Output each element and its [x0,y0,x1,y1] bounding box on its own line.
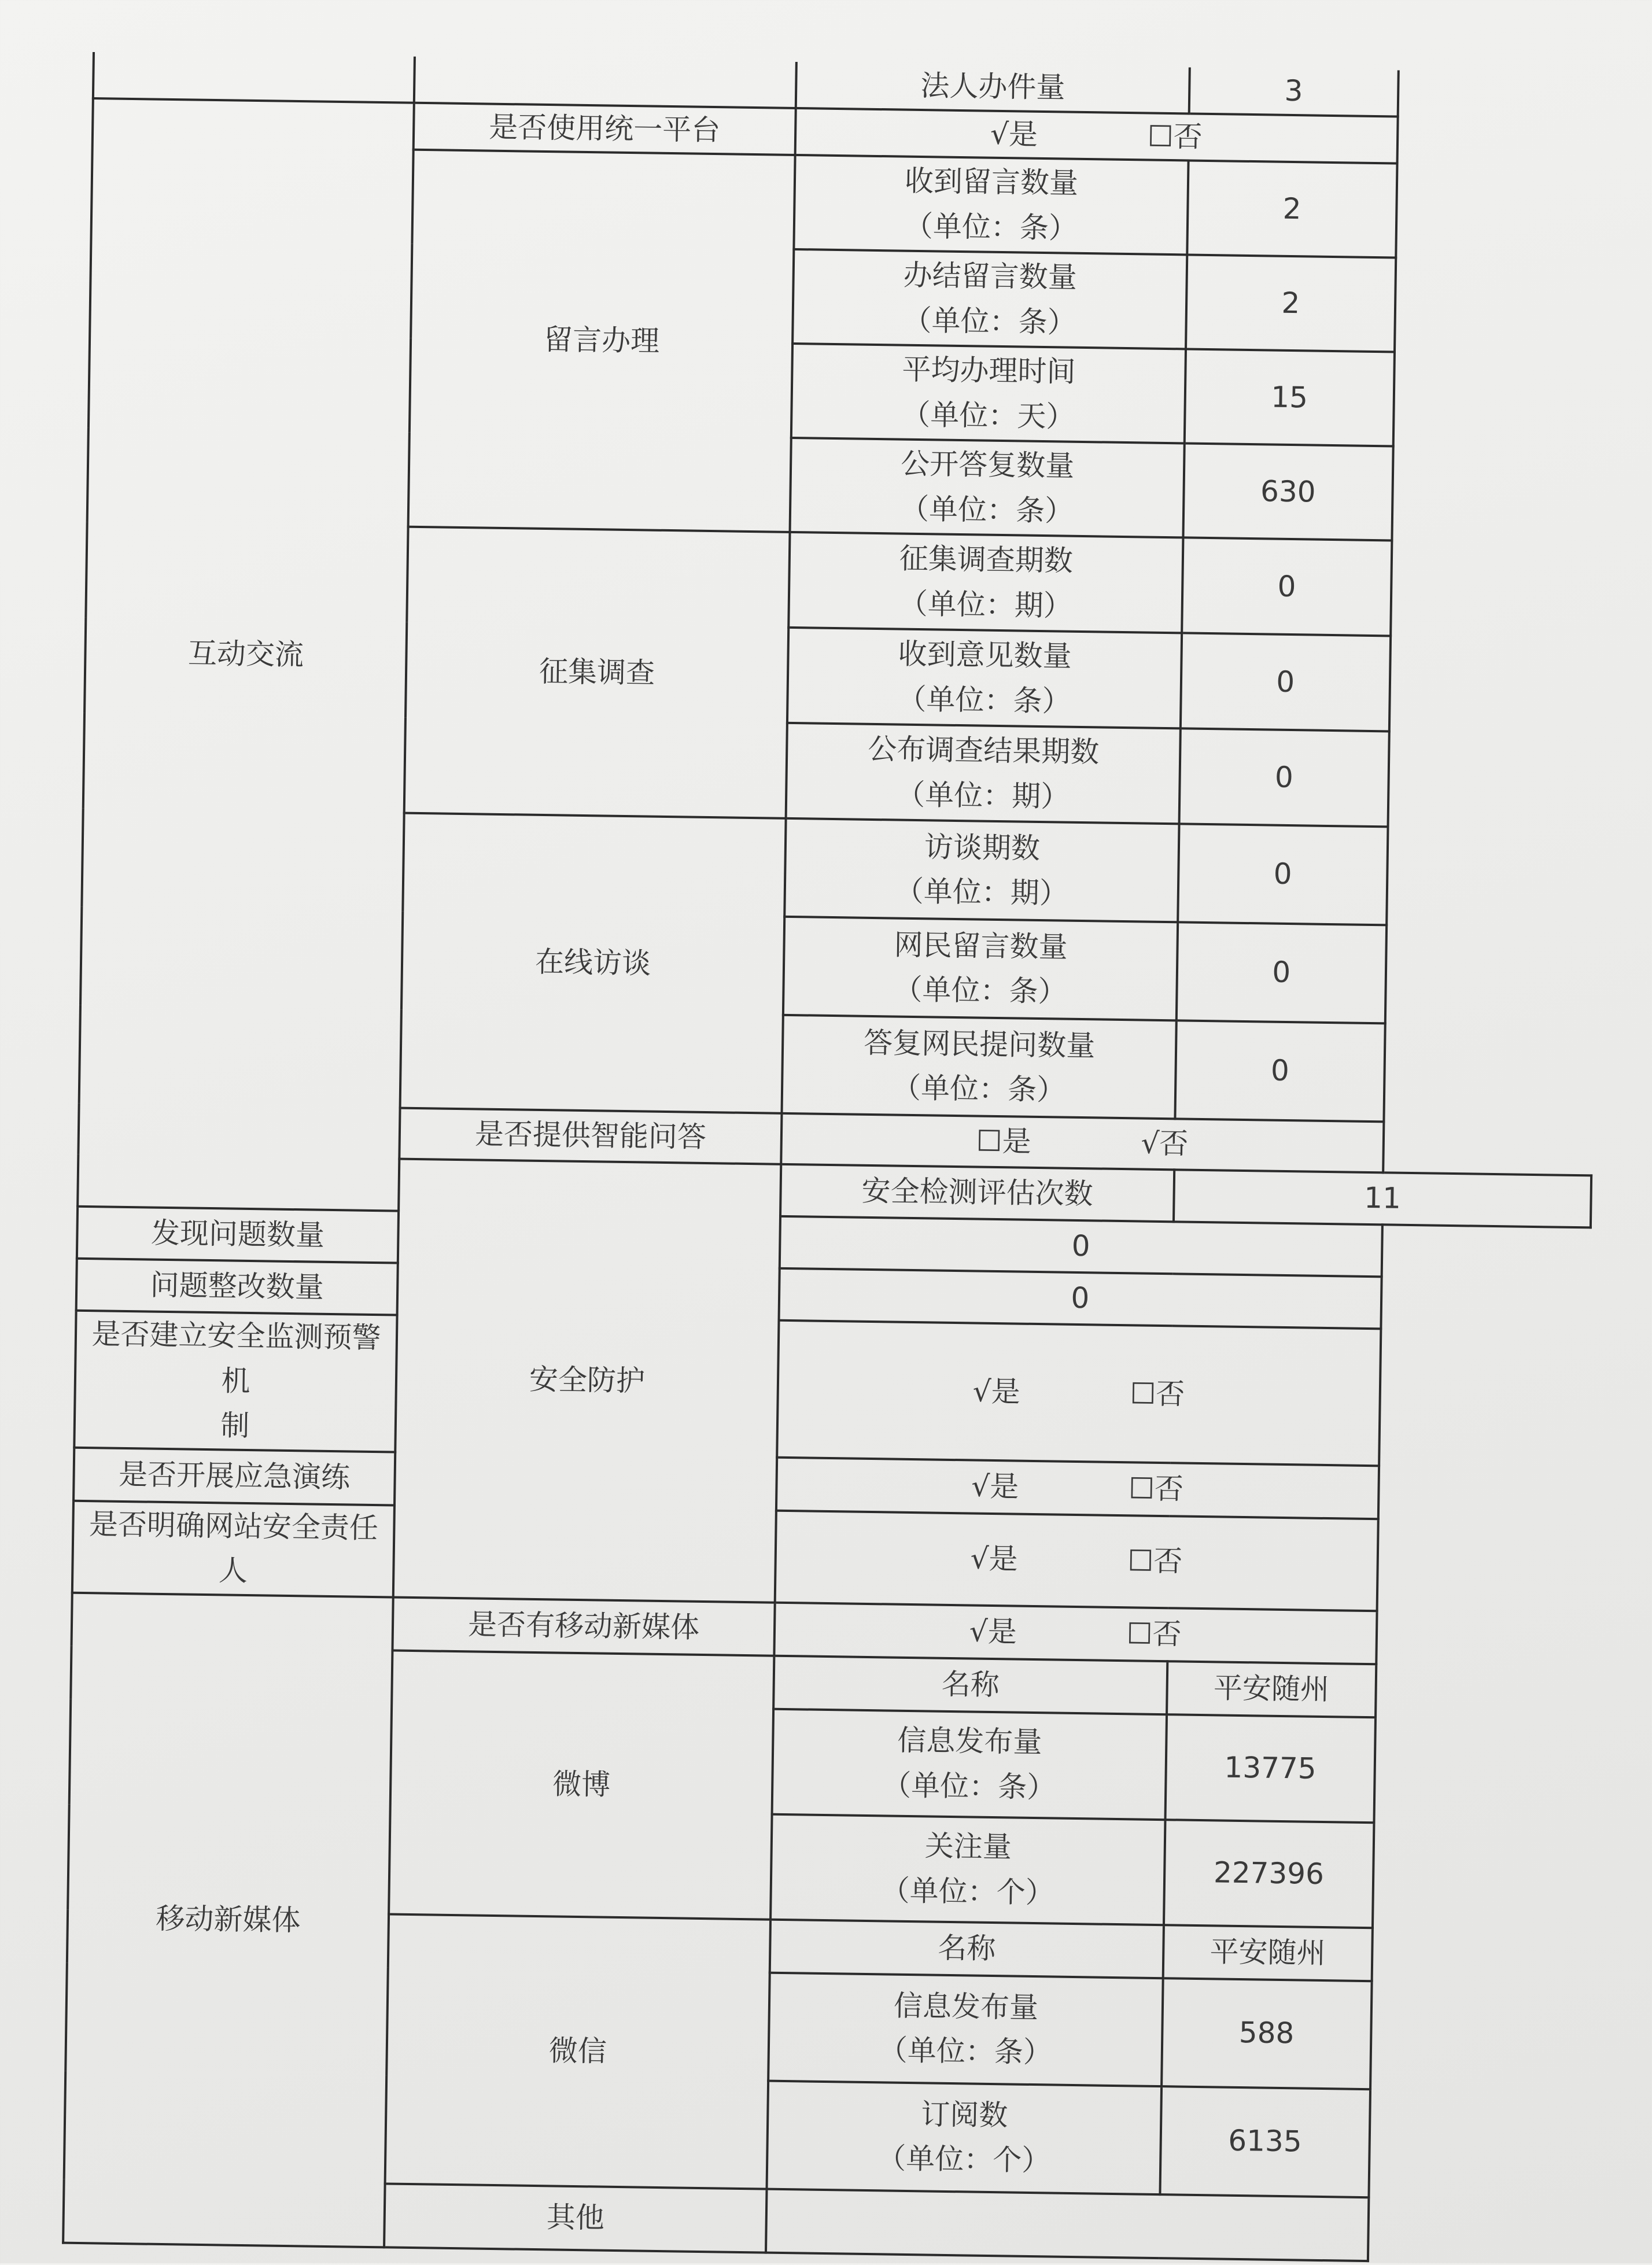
row-value: 0 [1179,728,1389,827]
yes-option: √是 [970,1541,1018,1576]
row-value [766,2189,1369,2261]
row-value: 平安随州 [1167,1661,1376,1717]
row-value: 0 [1182,537,1392,636]
no-option: √否 [1141,1126,1189,1161]
yes-no-choice [795,108,1398,163]
row-label: 是否使用统一平台 [414,102,796,155]
row-value: 2 [1186,254,1396,352]
row-label: 答复网民提问数量 （单位：条） [781,1015,1176,1119]
row-value: 630 [1183,443,1393,540]
row-value: 0 [1177,922,1387,1023]
no-option: ☐否 [1128,1471,1184,1506]
row-label: 办结留言数量 （单位：条） [792,249,1187,349]
row-label: 收到意见数量 （单位：条） [787,628,1182,728]
no-option: ☐否 [1147,119,1203,154]
row-label: 是否提供智能问答 [399,1108,781,1164]
yes-option: ☐是 [976,1124,1031,1159]
yes-no-choice [781,1113,1384,1173]
report-sheet [62,52,1607,2253]
yes-no-choice [777,1320,1381,1466]
yes-option: √是 [972,1374,1020,1409]
row-value: 6135 [1160,2086,1370,2197]
table-row [74,1311,1589,1469]
row-label: 发现问题数量 [77,1207,399,1263]
group-messages: 留言办理 [408,150,795,532]
row-label: 访谈期数 （单位：期） [784,818,1179,922]
row-value: 2 [1187,160,1397,257]
yes-option: √是 [971,1469,1019,1504]
group-survey: 征集调查 [404,527,790,818]
row-label: 收到留言数量 （单位：条） [794,155,1188,254]
group-weibo: 微博 [389,1650,774,1919]
row-label: 安全检测评估次数 [780,1164,1174,1222]
yes-option: √是 [969,1614,1017,1649]
row-value: 227396 [1164,1820,1374,1928]
yes-no-choice [776,1457,1379,1519]
row-label: 信息发布量 （单位：条） [768,1972,1163,2086]
row-label: 信息发布量 （单位：条） [772,1709,1167,1819]
row-value: 0 [1181,633,1391,731]
statistics-table [62,52,1608,2265]
empty-cell [414,57,797,108]
no-option: ☐否 [1127,1544,1183,1578]
row-label: 网民留言数量 （单位：条） [783,917,1178,1020]
row-value: 13775 [1166,1714,1376,1823]
group-interview: 在线访谈 [400,813,786,1113]
row-label: 关注量 （单位：个） [770,1814,1165,1924]
yes-no-choice [774,1602,1377,1664]
row-label: 问题整改数量 [76,1259,398,1315]
empty-cell [93,52,415,102]
no-option: ☐否 [1130,1376,1185,1411]
row-value: 平安随州 [1163,1925,1373,1981]
row-label: 法人办件量 [796,62,1190,113]
row-value: 15 [1185,349,1395,446]
section-security: 安全防护 [393,1159,781,1603]
row-label: 其他 [384,2183,766,2252]
row-label: 公布调查结果期数 （单位：期） [786,723,1181,824]
row-label: 是否有移动新媒体 [392,1597,775,1655]
row-value: 0 [1175,1020,1385,1122]
row-label: 公开答复数量 （单位：条） [790,438,1185,537]
row-label: 征集调查期数 （单位：期） [788,532,1183,633]
row-label: 是否建立安全监测预警机 制 [74,1311,397,1452]
no-option: ☐否 [1126,1616,1182,1651]
row-label: 是否开展应急演练 [73,1447,395,1505]
section-media: 移动新媒体 [63,1592,393,2247]
row-label: 名称 [770,1919,1164,1978]
section-interaction: 互动交流 [78,98,414,1211]
yes-no-choice [775,1510,1378,1611]
row-label: 名称 [773,1655,1167,1714]
group-wechat: 微信 [385,1914,770,2189]
row-label: 是否明确网站安全责任人 [72,1500,394,1597]
row-value: 0 [779,1268,1381,1329]
row-value: 11 [1174,1170,1591,1227]
row-value: 588 [1161,1978,1371,2089]
row-value: 0 [1178,824,1388,925]
row-value: 3 [1189,67,1399,116]
row-label: 订阅数 （单位：个） [767,2080,1162,2194]
row-label: 平均办理时间 （单位：天） [791,344,1186,443]
row-value: 0 [780,1216,1382,1277]
yes-option: √是 [990,117,1038,152]
